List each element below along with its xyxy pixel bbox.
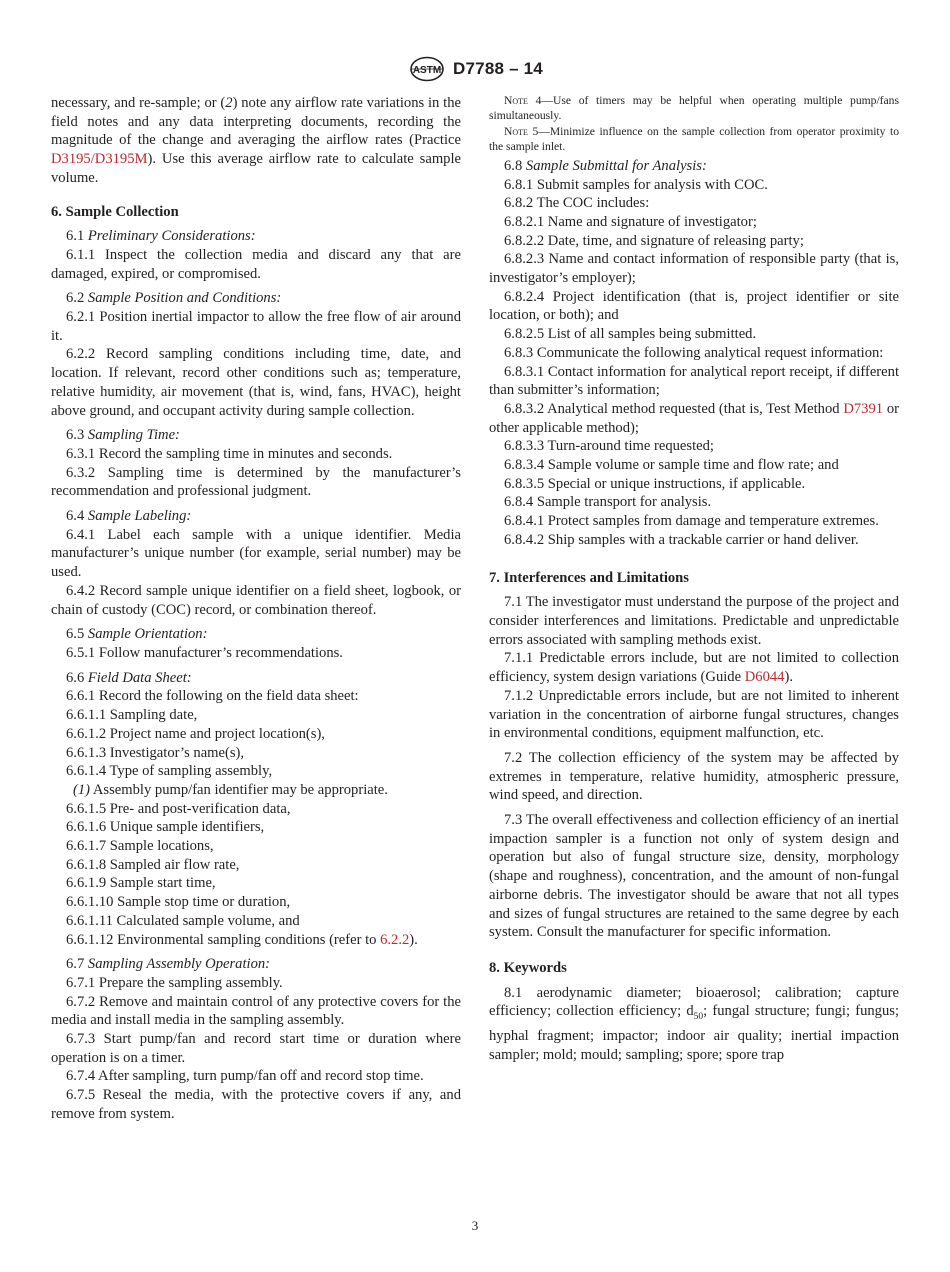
clause-6-8-2-2: 6.8.2.2 Date, time, and signature of releasing party;	[504, 232, 804, 249]
list-item: 6.6.1.9 Sample start time,	[66, 875, 216, 892]
clause-7-1: 7.1 The investigator must understand the purpose of the project and consider interferences and limitations. Predictable and unpredictable errors associated with sampling methods exist.	[489, 594, 899, 648]
clause-6-4-2: 6.4.2 Record sample unique identifier on a field sheet, logbook, or chain of custody (COC) record, or combination thereof.	[51, 582, 461, 618]
left-column	[51, 94, 461, 1124]
right-column	[489, 94, 899, 1064]
link-d6044[interactable]: D6044	[744, 669, 785, 686]
list-item: 6.6.1.11 Calculated sample volume, and	[66, 912, 300, 929]
page-header	[0, 55, 950, 83]
clause-6-6: 6.6 Field Data Sheet:	[66, 669, 192, 686]
astm-logo-text: ASTM	[412, 65, 442, 76]
clause-6-7-2: 6.7.2 Remove and maintain control of any protective covers for the media and install media in the sampling assembly.	[51, 993, 461, 1029]
clause-6-8-3-5: 6.8.3.5 Special or unique instructions, if applicable.	[504, 475, 806, 492]
clause-6-7-1: 6.7.1 Prepare the sampling assembly.	[66, 974, 283, 991]
clause-6-5: 6.5 Sample Orientation:	[66, 626, 208, 643]
clause-6-8-2-5: 6.8.2.5 List of all samples being submitted.	[504, 326, 757, 343]
clause-7-1-1: 7.1.1 Predictable errors include, but are not limited to collection efficiency, system design variations (Guide D6044).	[489, 650, 899, 686]
clause-6-7: 6.7 Sampling Assembly Operation:	[66, 956, 271, 973]
page-number: 3	[471, 1218, 479, 1233]
clause-7-2: 7.2 The collection efficiency of the system may be affected by extremes in temperature, relative humidity, atmospheric pressure, wind speed, and direction.	[489, 749, 899, 804]
sub-item-1: (1) Assembly pump/fan identifier may be appropriate.	[73, 781, 388, 798]
note-4: Note 4—Use of timers may be helpful when operating multiple pump/fans simultaneously.	[489, 94, 899, 122]
clause-6-2-2: 6.2.2 Record sampling conditions including time, date, and location. If relevant, record other conditions such as; temperature, relative humidity, air movement (that is, wind, fans, HVAC), height above ground, and occupant activity during sample collection.	[51, 346, 461, 419]
clause-6-7-4: 6.7.4 After sampling, turn pump/fan off and record stop time.	[66, 1068, 424, 1085]
list-item: 6.6.1.2 Project name and project location(s),	[66, 725, 325, 742]
clause-6-8-3-4: 6.8.3.4 Sample volume or sample time and flow rate; and	[504, 457, 839, 474]
list-item: 6.6.1.1 Sampling date,	[66, 707, 198, 724]
clause-6-1-1: 6.1.1 Inspect the collection media and discard any that are damaged, expired, or compromised.	[51, 246, 461, 282]
clause-6-8-3-3: 6.8.3.3 Turn-around time requested;	[504, 438, 714, 455]
clause-6-7-3: 6.7.3 Start pump/fan and record start time or duration where operation is on a timer.	[51, 1031, 461, 1066]
clause-6-3-2: 6.3.2 Sampling time is determined by the manufacturer’s recommendation and professional judgment.	[51, 464, 461, 500]
section-6-heading: 6. Sample Collection	[51, 203, 179, 220]
list-item: 6.6.1.7 Sample locations,	[66, 838, 214, 855]
list-item: 6.6.1.5 Pre- and post-verification data,	[66, 800, 291, 817]
clause-6-8-2-4: 6.8.2.4 Project identification (that is, project identifier or site location, or both); and	[489, 288, 899, 324]
list-item: 6.6.1.3 Investigator’s name(s),	[66, 744, 245, 761]
list-item: 6.6.1.8 Sampled air flow rate,	[66, 856, 240, 873]
document-designation: D7788 – 14	[453, 59, 543, 78]
clause-6-5-1: 6.5.1 Follow manufacturer’s recommendations.	[66, 644, 343, 661]
clause-6-4: 6.4 Sample Labeling:	[66, 508, 192, 525]
clause-6-6-1: 6.6.1 Record the following on the field data sheet:	[66, 688, 359, 705]
clause-6-3-1: 6.3.1 Record the sampling time in minutes and seconds.	[66, 445, 393, 462]
astm-logo-icon	[407, 56, 447, 82]
clause-6-8-1: 6.8.1 Submit samples for analysis with COC.	[504, 176, 768, 193]
list-item: 6.6.1.4 Type of sampling assembly,	[66, 763, 273, 780]
clause-6-8-4: 6.8.4 Sample transport for analysis.	[504, 494, 712, 511]
clause-6-1: 6.1 Preliminary Considerations:	[66, 228, 256, 245]
clause-7-3: 7.3 The overall effectiveness and collection efficiency of an inertial impaction sampler is a function not only of system design and operation but also of fungal structure size, density, morphology (shape and roughness), concentration, and the amount of non-fungal airborne debris. The investigator should be aware that not all types and sizes of fungal structures are retained to the same degree by each system. Consult the manufacturer for specific information.	[489, 812, 899, 941]
clause-6-8-2-1: 6.8.2.1 Name and signature of investigator;	[504, 213, 757, 230]
clause-6-2-1: 6.2.1 Position inertial impactor to allow the free flow of air around it.	[51, 309, 461, 344]
clause-6-2: 6.2 Sample Position and Conditions:	[66, 290, 282, 307]
clause-6-8-2-3: 6.8.2.3 Name and contact information of responsible party (that is, investigator’s employer);	[489, 251, 899, 287]
intro-paragraph: necessary, and re-sample; or (2) note any airflow rate variations in the field notes and any data interpreting documents, recording the magnitude of the change and averaging the airflow rates (Practice D3195/D3195M). Use this average airflow rate to calculate sample volume.	[51, 95, 461, 186]
link-d7391[interactable]: D7391	[843, 400, 884, 417]
list-item: 6.6.1.10 Sample stop time or duration,	[66, 894, 291, 911]
section-8-heading: 8. Keywords	[489, 959, 567, 976]
clause-6-6-1-12: 6.6.1.12 Environmental sampling conditions (refer to 6.2.2).	[66, 931, 418, 948]
clause-7-1-2: 7.1.2 Unpredictable errors include, but are not limited to inherent variation in the concentration of airborne fungal structures, changes in environmental conditions, equipment malfunction, etc.	[489, 687, 899, 742]
list-item: 6.6.1.6 Unique sample identifiers,	[66, 819, 265, 836]
clause-6-8: 6.8 Sample Submittal for Analysis:	[504, 157, 707, 174]
link-6-2-2[interactable]: 6.2.2	[380, 931, 410, 948]
clause-6-3: 6.3 Sampling Time:	[66, 427, 180, 444]
clause-6-8-4-2: 6.8.4.2 Ship samples with a trackable carrier or hand deliver.	[504, 531, 859, 548]
clause-6-8-3-1: 6.8.3.1 Contact information for analytical report receipt, if different than submitter’s information;	[489, 363, 899, 399]
section-7-heading: 7. Interferences and Limitations	[489, 569, 689, 586]
link-d3195[interactable]: D3195/D3195M	[51, 151, 148, 168]
clause-6-8-2: 6.8.2 The COC includes:	[504, 195, 650, 212]
clause-6-8-3: 6.8.3 Communicate the following analytical request information:	[504, 344, 884, 361]
note-5: Note 5—Minimize influence on the sample collection from operator proximity to the sample inlet.	[489, 125, 899, 154]
clause-6-8-4-1: 6.8.4.1 Protect samples from damage and temperature extremes.	[504, 513, 879, 530]
clause-6-8-3-2: 6.8.3.2 Analytical method requested (that is, Test Method D7391 or other applicable method);	[489, 400, 900, 436]
clause-6-4-1: 6.4.1 Label each sample with a unique identifier. Media manufacturer’s unique number (for example, serial number) may be used.	[51, 526, 461, 581]
clause-8-1: 8.1 aerodynamic diameter; bioaerosol; calibration; capture efficiency; collection efficiency; $d_{50}$; fungal structure; fungi; fungus; hyphal fragment; impactor; indoor air quality; inertial impaction sampler; mold; mould; sampling; spore; spore trap	[489, 984, 900, 1063]
clause-6-7-5: 6.7.5 Reseal the media, with the protective covers if any, and remove from system.	[51, 1087, 461, 1122]
